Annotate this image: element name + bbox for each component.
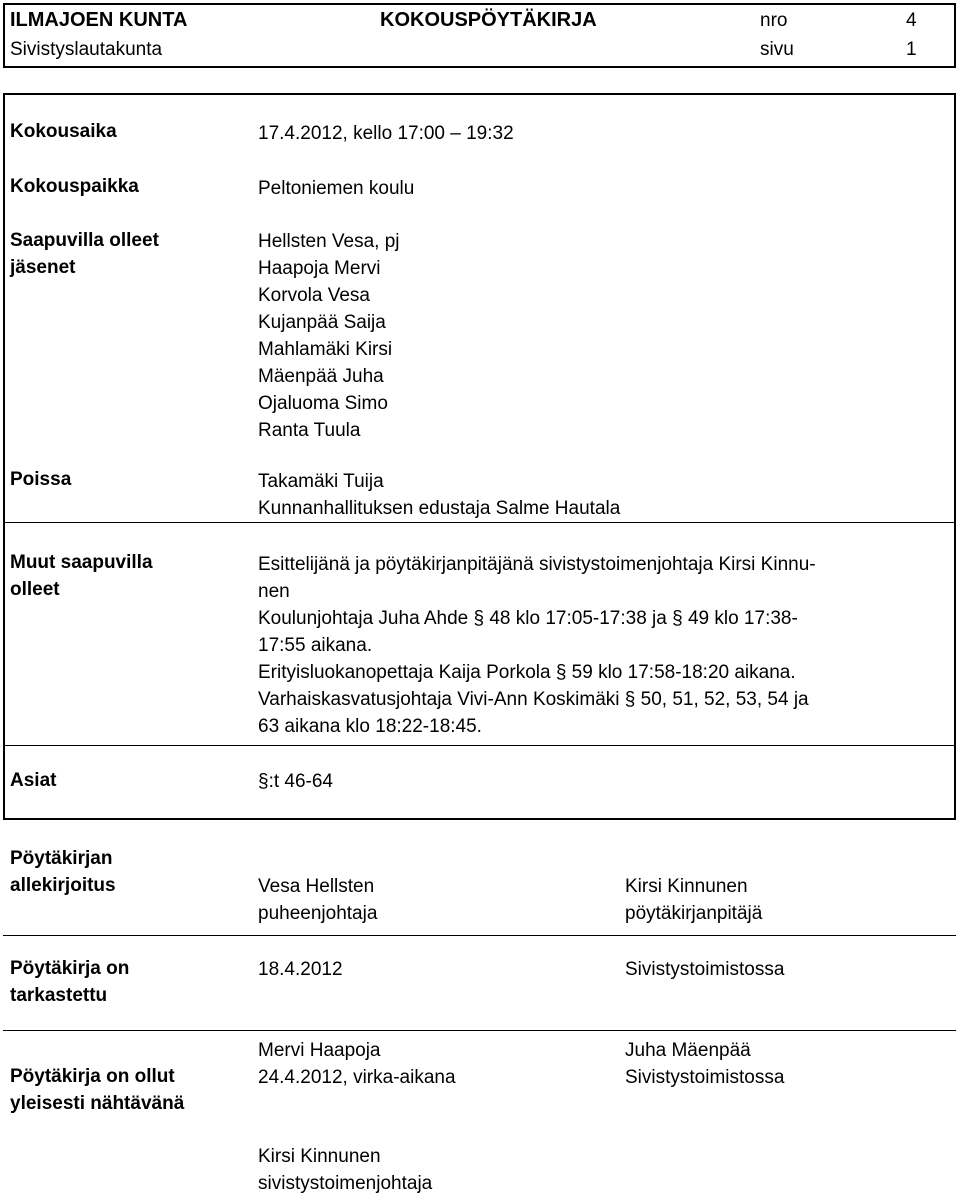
checked-label-line-1: Pöytäkirja on bbox=[10, 958, 130, 979]
list-item: Haapoja Mervi bbox=[258, 258, 381, 279]
present-members-label bbox=[10, 227, 159, 281]
signature-label bbox=[10, 845, 116, 899]
checked-divider bbox=[3, 935, 956, 936]
meeting-time-value: 17.4.2012, kello 17:00 – 19:32 bbox=[258, 123, 514, 144]
meeting-place-value: Peltoniemen koulu bbox=[258, 178, 415, 199]
meeting-time-label: Kokousaika bbox=[10, 121, 117, 142]
others-present-text bbox=[258, 551, 816, 740]
public-divider bbox=[3, 1030, 956, 1031]
certifier-role: sivistystoimenjohtaja bbox=[258, 1173, 433, 1194]
public-date: 24.4.2012, virka-aikana bbox=[258, 1067, 456, 1088]
checker-1-name: Mervi Haapoja bbox=[258, 1040, 381, 1061]
signer-1 bbox=[258, 873, 377, 927]
org-name: ILMAJOEN KUNTA bbox=[10, 9, 188, 31]
others-line: Esittelijänä ja pöytäkirjanpitäjänä sivistystoimenjohtaja Kirsi Kinnu- bbox=[258, 554, 816, 575]
certifier bbox=[258, 1143, 432, 1197]
others-line: Erityisluokanopettaja Kaija Porkola § 59 klo 17:58-18:20 aikana. bbox=[258, 662, 796, 683]
present-members-list bbox=[258, 228, 400, 444]
checked-label bbox=[10, 955, 129, 1009]
others-line: Koulunjohtaja Juha Ahde § 48 klo 17:05-17:38 ja § 49 klo 17:38- bbox=[258, 608, 798, 629]
list-item: Mäenpää Juha bbox=[258, 366, 384, 387]
certifier-name: Kirsi Kinnunen bbox=[258, 1146, 381, 1167]
checker-2-name: Juha Mäenpää bbox=[625, 1040, 751, 1061]
page-value: 1 bbox=[906, 39, 917, 60]
items-value: §:t 46-64 bbox=[258, 771, 333, 792]
items-divider bbox=[3, 745, 956, 746]
others-line: nen bbox=[258, 581, 290, 602]
signer-1-name: Vesa Hellsten bbox=[258, 876, 375, 897]
signer-1-role: puheenjohtaja bbox=[258, 903, 378, 924]
present-label-line-1: Saapuvilla olleet bbox=[10, 230, 159, 251]
list-item: Kujanpää Saija bbox=[258, 312, 386, 333]
list-item: Kunnanhallituksen edustaja Salme Hautala bbox=[258, 498, 621, 519]
page-label: sivu bbox=[760, 39, 794, 60]
signature-label-line-1: Pöytäkirjan bbox=[10, 848, 113, 869]
public-place: Sivistystoimistossa bbox=[625, 1067, 785, 1088]
public-label bbox=[10, 1063, 184, 1117]
checked-label-line-2: tarkastettu bbox=[10, 985, 108, 1006]
others-present-label bbox=[10, 549, 153, 603]
signer-2-name: Kirsi Kinnunen bbox=[625, 876, 748, 897]
public-label-line-1: Pöytäkirja on ollut bbox=[10, 1066, 175, 1087]
others-label-line-2: olleet bbox=[10, 579, 60, 600]
signer-2 bbox=[625, 873, 762, 927]
signer-2-role: pöytäkirjanpitäjä bbox=[625, 903, 763, 924]
absent-list bbox=[258, 468, 620, 522]
present-label-line-2: jäsenet bbox=[10, 257, 76, 278]
nro-label: nro bbox=[760, 10, 788, 31]
others-line: 63 aikana klo 18:22-18:45. bbox=[258, 716, 482, 737]
board-name: Sivistyslautakunta bbox=[10, 39, 163, 60]
signature-label-line-2: allekirjoitus bbox=[10, 875, 116, 896]
meeting-place-label: Kokouspaikka bbox=[10, 176, 139, 197]
nro-value: 4 bbox=[906, 10, 917, 31]
list-item: Korvola Vesa bbox=[258, 285, 370, 306]
others-divider bbox=[3, 522, 956, 523]
list-item: Takamäki Tuija bbox=[258, 471, 384, 492]
checked-place: Sivistystoimistossa bbox=[625, 959, 785, 980]
public-label-line-2: yleisesti nähtävänä bbox=[10, 1093, 185, 1114]
checked-date: 18.4.2012 bbox=[258, 959, 343, 980]
absent-label: Poissa bbox=[10, 469, 72, 490]
list-item: Ranta Tuula bbox=[258, 420, 361, 441]
items-label: Asiat bbox=[10, 770, 57, 791]
list-item: Hellsten Vesa, pj bbox=[258, 231, 400, 252]
others-line: 17:55 aikana. bbox=[258, 635, 373, 656]
others-label-line-1: Muut saapuvilla bbox=[10, 552, 153, 573]
document-type: KOKOUSPÖYTÄKIRJA bbox=[380, 9, 597, 31]
list-item: Mahlamäki Kirsi bbox=[258, 339, 393, 360]
list-item: Ojaluoma Simo bbox=[258, 393, 388, 414]
others-line: Varhaiskasvatusjohtaja Vivi-Ann Koskimäki § 50, 51, 52, 53, 54 ja bbox=[258, 689, 809, 710]
